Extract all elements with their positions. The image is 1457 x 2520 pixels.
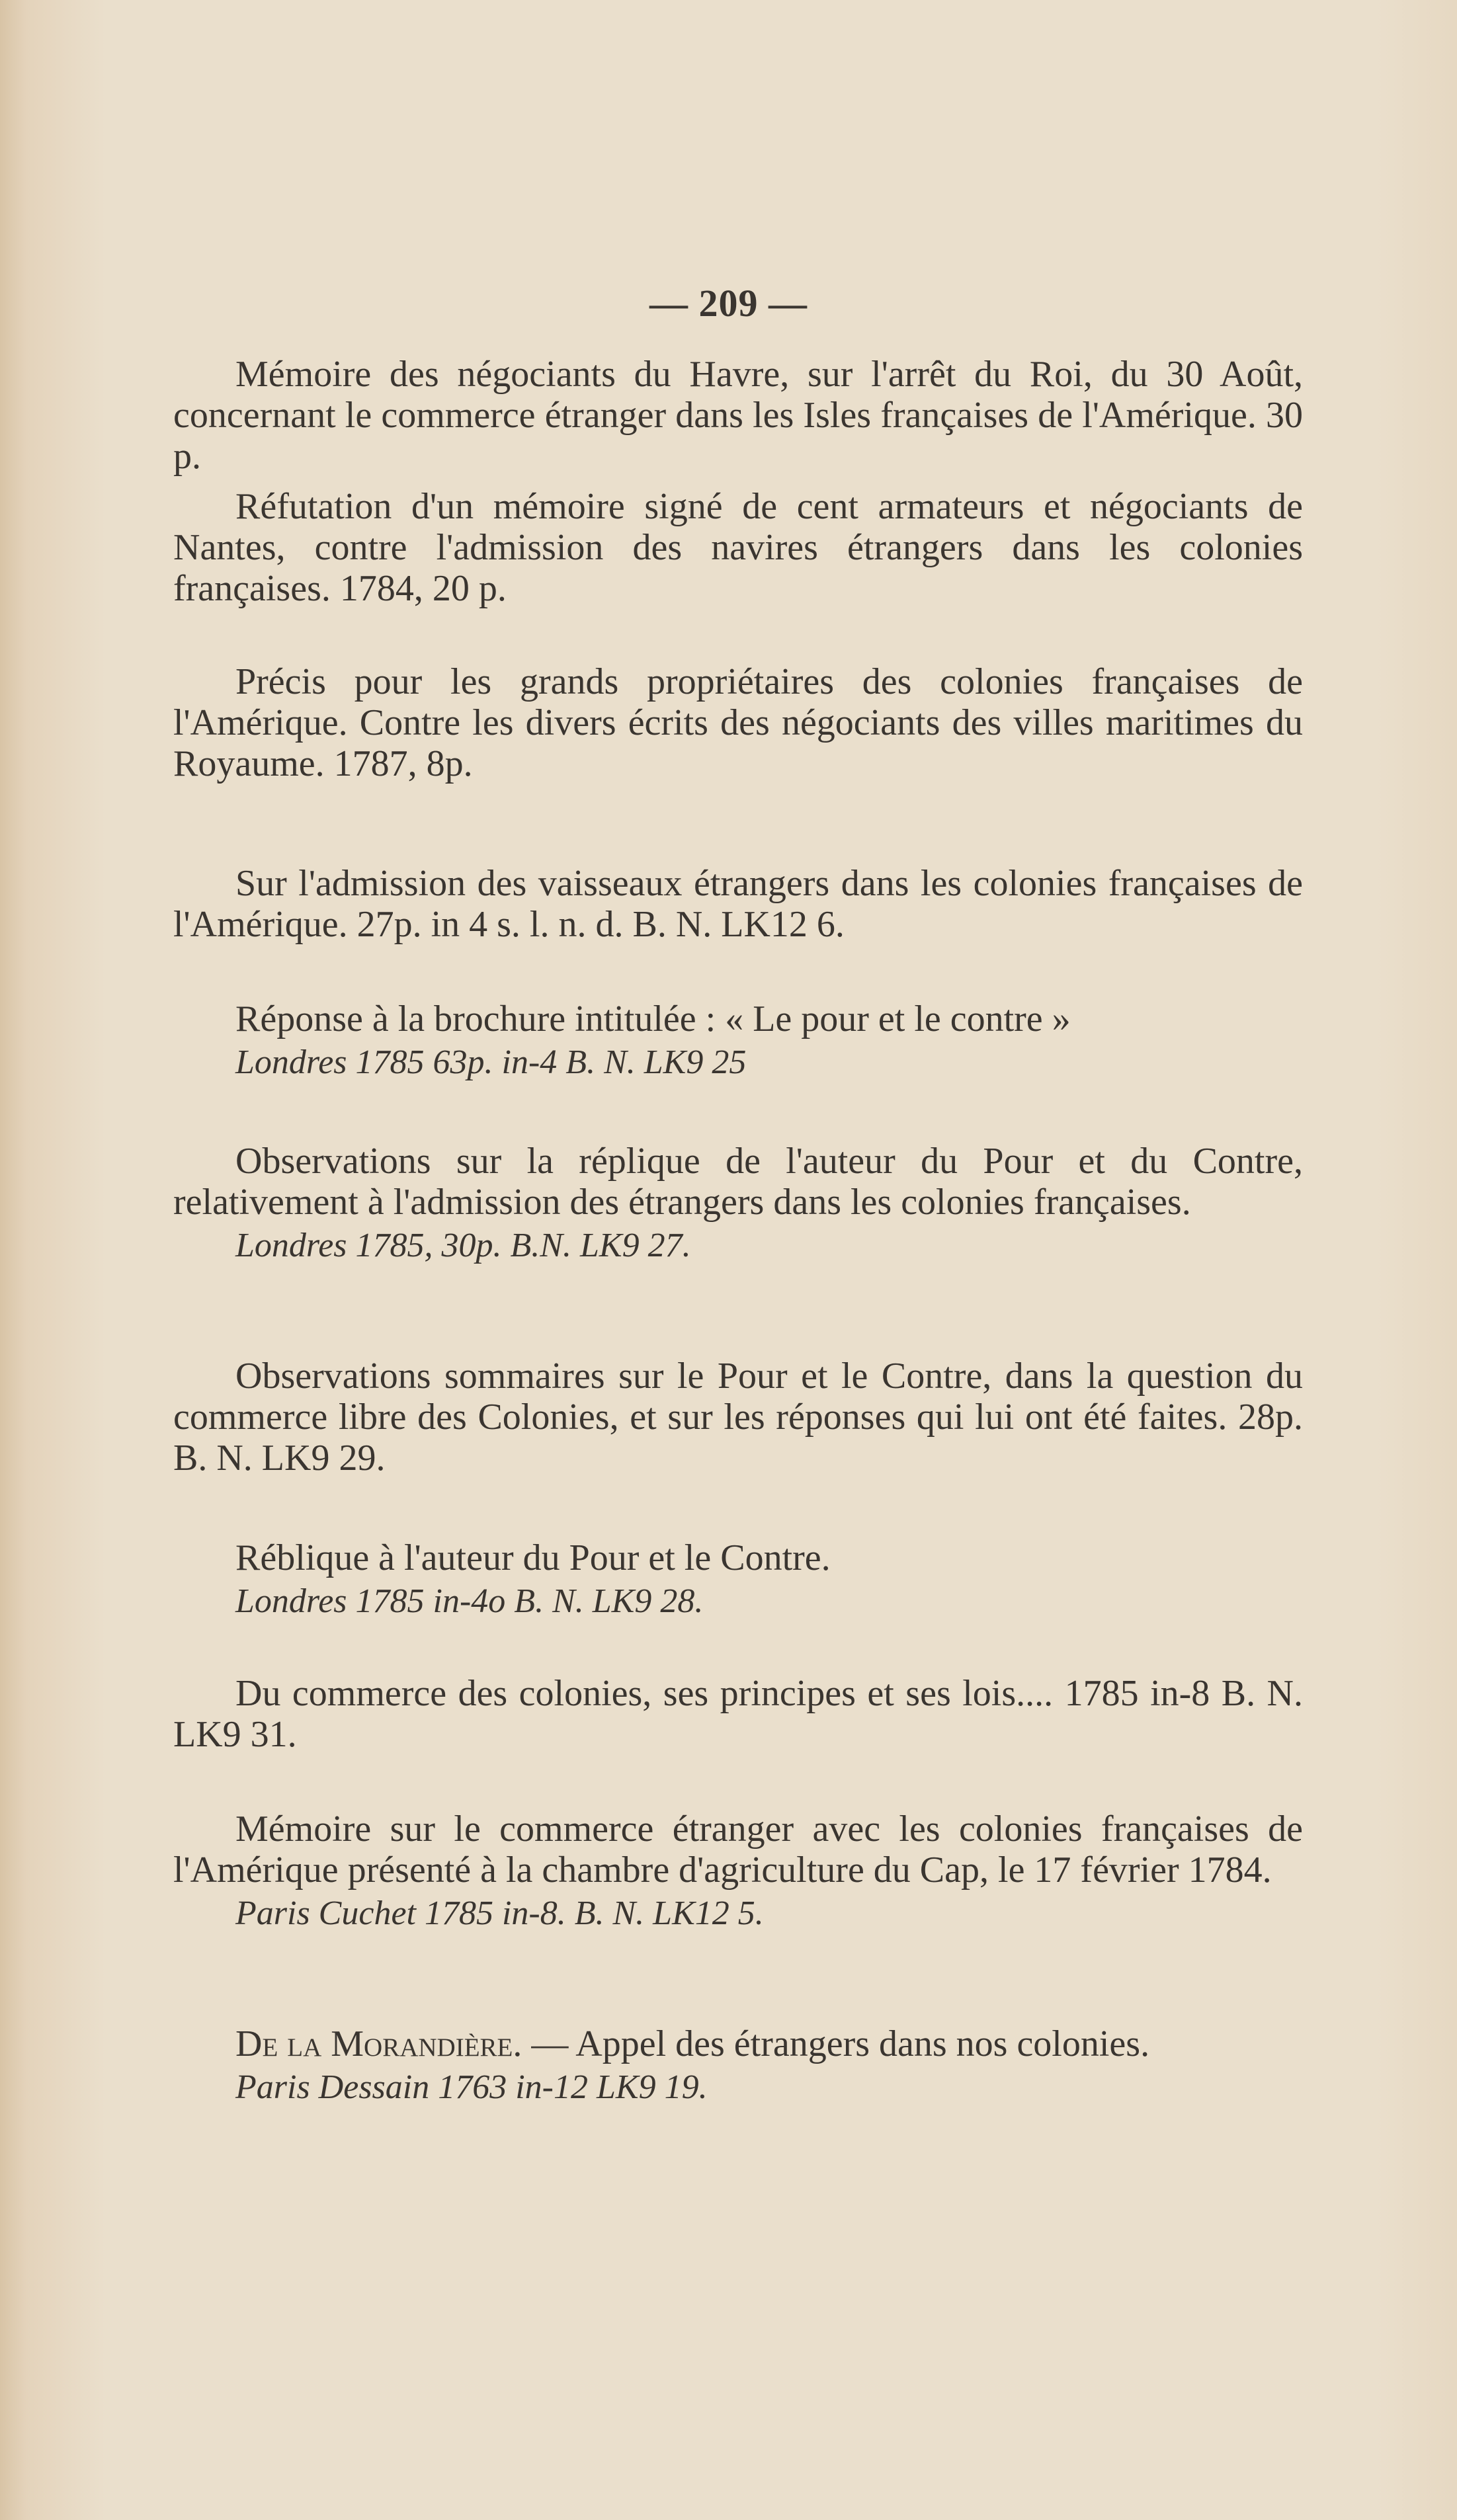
entry-reference: Londres 1785 63p. in-4 B. N. LK9 25 [235,1043,747,1081]
entry-text: Mémoire des négociants du Havre, sur l'arrêt du Roi, du 30 Août, concernant le commerce étranger dans les Isles françaises de l'Amérique. 30 p. [173,354,1303,477]
entry-title: — Appel des étrangers dans nos colonies. [531,2023,1150,2064]
entry-author: De la Morandière. [235,2023,522,2064]
bibliography-entry [173,863,1303,945]
bibliography-entry [173,1809,1303,1937]
entry-reference: Paris Cuchet 1785 in-8. B. N. LK12 5. [235,1894,764,1932]
page-number: — 209 — [649,282,808,325]
bibliography-entry [173,1356,1303,1479]
entry-text: Mémoire sur le commerce étranger avec les colonies françaises de l'Amérique présenté à la chambre d'agriculture du Cap, le 17 février 1784. [173,1809,1303,1890]
bibliography-entry [173,661,1303,784]
entry-reference: Londres 1785, 30p. B.N. LK9 27. [235,1227,691,1264]
bibliography-entry [173,1673,1303,1755]
entry-reference: Londres 1785 in-4o B. N. LK9 28. [235,1582,704,1620]
entry-text: Réblique à l'auteur du Pour et le Contre. [235,1537,831,1578]
bibliography-entry [173,354,1303,477]
entry-text: Précis pour les grands propriétaires des colonies françaises de l'Amérique. Contre les divers écrits des négociants des villes maritimes du Royaume. 1787, 8p. [173,661,1303,784]
entry-reference: Paris Dessain 1763 in-12 LK9 19. [235,2068,708,2106]
entry-text: Du commerce des colonies, ses principes et ses lois.... 1785 in-8 B. N. LK9 31. [173,1673,1303,1755]
entry-text: Sur l'admission des vaisseaux étrangers dans les colonies françaises de l'Amérique. 27p. in 4 s. l. n. d. B. N. LK12 6. [173,863,1303,945]
bibliography-entry [173,486,1303,609]
entry-text: Observations sommaires sur le Pour et le Contre, dans la question du commerce libre des Colonies, et sur les réponses qui lui ont été faites. 28p. B. N. LK9 29. [173,1356,1303,1479]
bibliography-entry [173,1537,1303,1625]
entry-text: Réfutation d'un mémoire signé de cent armateurs et négociants de Nantes, contre l'admission des navires étrangers dans les colonies françaises. 1784, 20 p. [173,486,1303,609]
bibliography-entry [173,998,1303,1086]
entry-text: Réponse à la brochure intitulée : « Le pour et le contre » [235,998,1071,1039]
bibliography-entry [173,1141,1303,1269]
entry-text: Observations sur la réplique de l'auteur du Pour et du Contre, relativement à l'admission des étrangers dans les colonies françaises. [173,1141,1303,1223]
bibliography-entry [173,2023,1303,2111]
entry-text [173,2023,1303,2064]
